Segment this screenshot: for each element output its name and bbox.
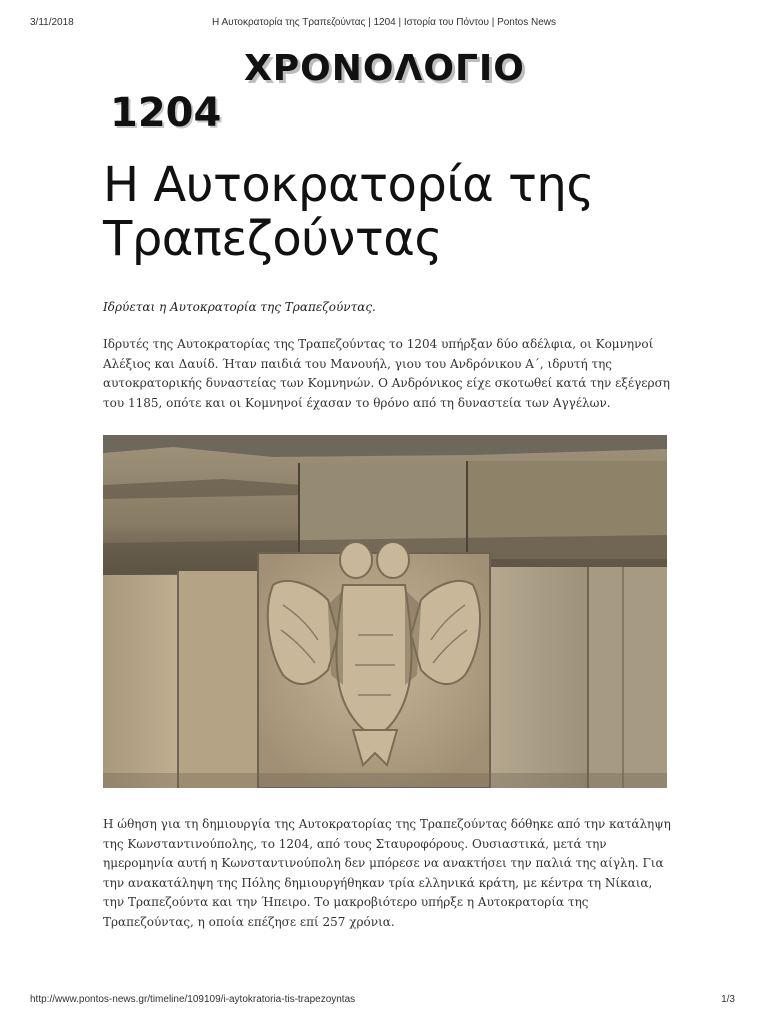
- print-footer: [0, 994, 768, 1008]
- print-date: 3/11/2018: [30, 17, 74, 28]
- double-headed-eagle-relief-photo: [103, 435, 667, 788]
- article-lead: Ιδρύεται η Αυτοκρατορία της Τραπεζούντας.: [103, 300, 376, 314]
- logo-brand: ΧΡΟΝΟΛΟΓΙΟ: [244, 48, 525, 89]
- print-header: [0, 17, 768, 31]
- page-number: 1/3: [721, 994, 735, 1005]
- article-title: Η Αυτοκρατορία της Τραπεζούντας: [103, 157, 594, 267]
- site-logo[interactable]: [110, 42, 550, 142]
- article-paragraph-2: Η ώθηση για τη δημιουργία της Αυτοκρατορίας της Τραπεζούντας δόθηκε από την κατάληψη της Κωνσταντινούπολης, το 1204, από τους Σταυροφόρους. Ουσιαστικά, μετά την ημερομηνία αυτή η Κωνσταντινούπολη δεν μπόρεσε να ανακτήσει την παλιά της αίγλη. Για την ανακατάληψη της Πόλης δημιουργήθηκαν τρία ελληνικά κράτη, με κέντρα τη Νίκαια, την Τραπεζούντα και την Ήπειρο. Το μακροβιότερο υπήρξε η Αυτοκρατορία της Τραπεζούντας, η οποία επέζησε επί 257 χρόνια.: [103, 817, 671, 929]
- print-page-title: Η Αυτοκρατορία της Τραπεζούντας | 1204 | Ιστορία του Πόντου | Pontos News: [212, 17, 556, 28]
- logo-year: 1204: [110, 90, 222, 136]
- print-url: http://www.pontos-news.gr/timeline/109109/i-aytokratoria-tis-trapezoyntas: [30, 994, 356, 1005]
- article-paragraph-1: Ιδρυτές της Αυτοκρατορίας της Τραπεζούντας το 1204 υπήρξαν δύο αδέλφια, οι Κομνηνοί Αλέξιος και Δαυίδ. Ήταν παιδιά του Μανουήλ, γιου του Ανδρόνικου Α΄, ιδρυτή της αυτοκρατορικής δυναστείας των Κομνηνών. Ο Ανδρόνικος είχε σκοτωθεί κατά την εξέγερση του 1185, οπότε και οι Κομνηνοί έχασαν το θρόνο από τη δυναστεία των Αγγέλων.: [103, 337, 670, 410]
